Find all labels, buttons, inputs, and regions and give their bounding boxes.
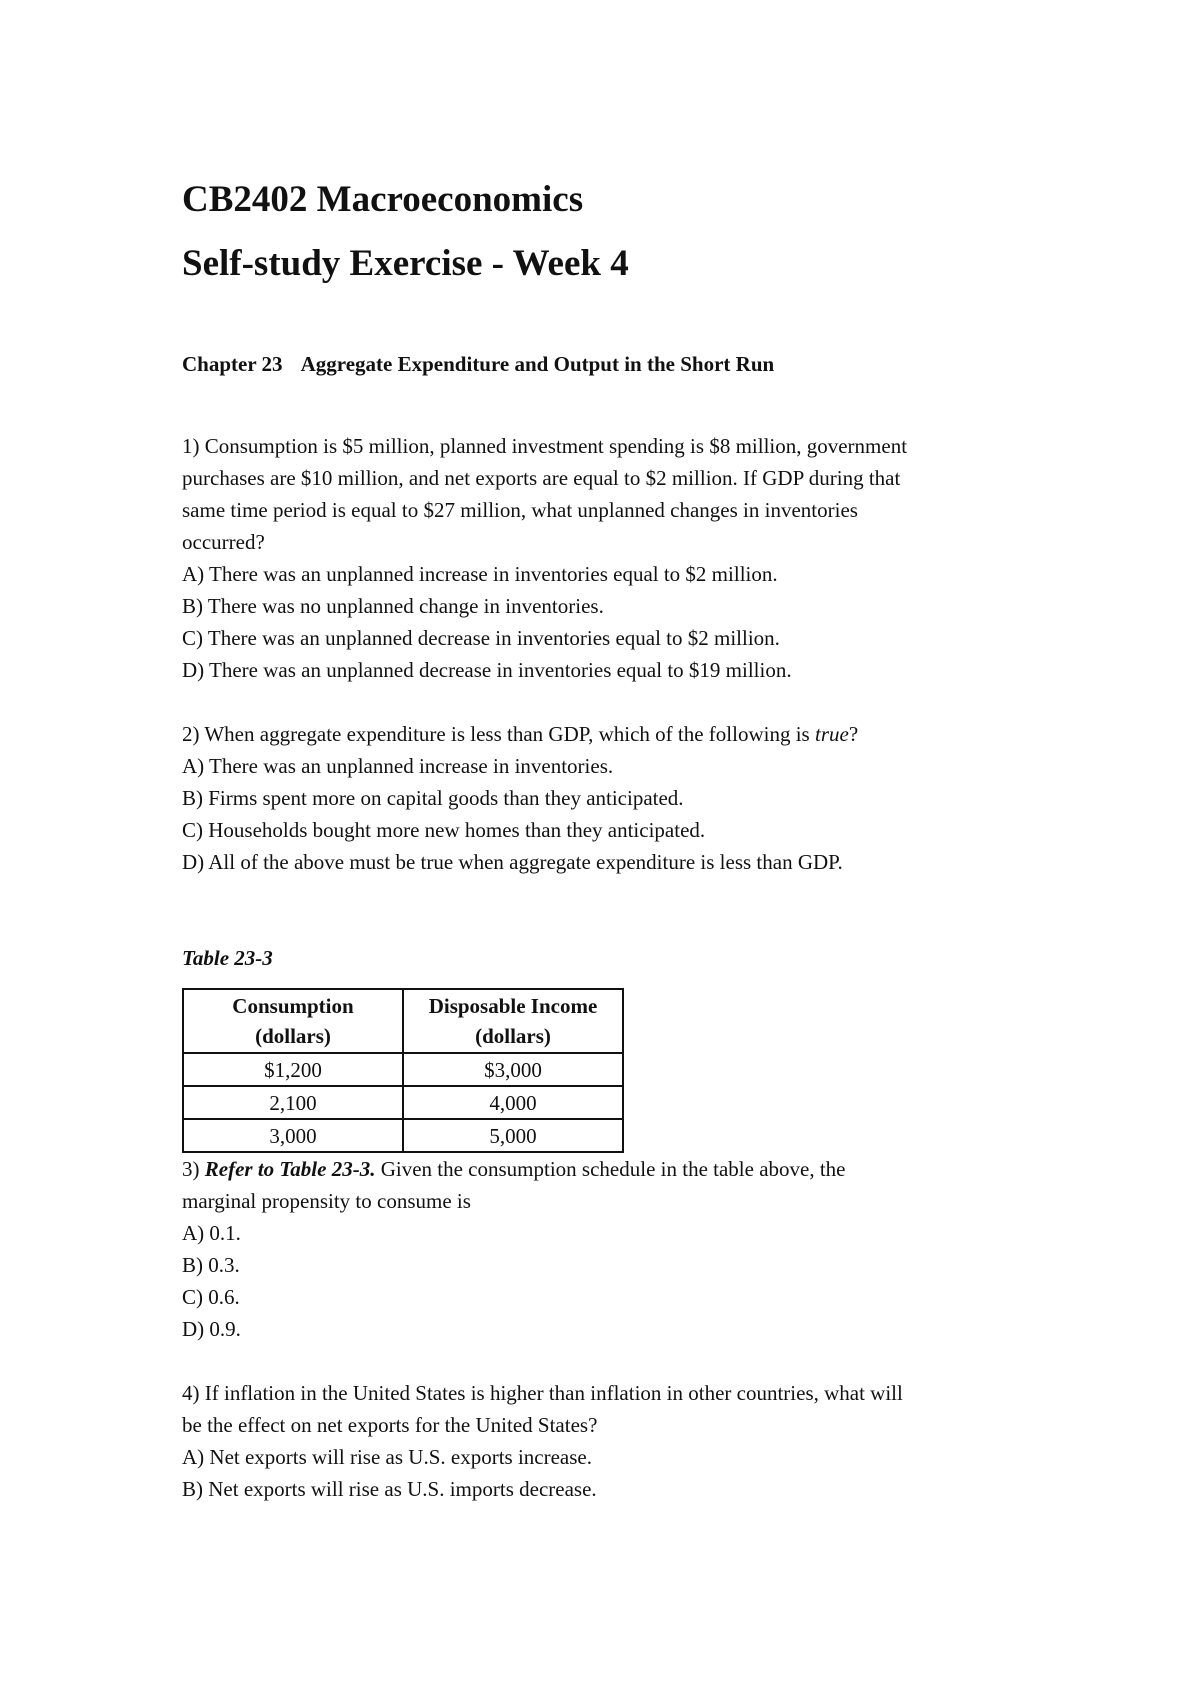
table-cell: 2,100 bbox=[183, 1086, 403, 1119]
table-row bbox=[183, 1119, 623, 1152]
question-4-option-a: A) Net exports will rise as U.S. exports increase. bbox=[182, 1445, 592, 1469]
question-1 bbox=[182, 430, 1062, 686]
question-2-stem bbox=[182, 718, 1062, 750]
question-4-stem-line: be the effect on net exports for the United States? bbox=[182, 1413, 598, 1437]
question-1-option-b: B) There was no unplanned change in inventories. bbox=[182, 594, 604, 618]
question-3 bbox=[182, 1153, 1062, 1345]
table-header-row bbox=[183, 989, 623, 1053]
consumption-table bbox=[182, 988, 624, 1153]
table-cell: $3,000 bbox=[403, 1053, 623, 1086]
question-4-option-b: B) Net exports will rise as U.S. imports decrease. bbox=[182, 1477, 597, 1501]
chapter-number: Chapter 23 bbox=[182, 352, 283, 376]
course-title: CB2402 Macroeconomics bbox=[182, 179, 584, 220]
question-3-stem-rest: Given the consumption schedule in the table above, the bbox=[375, 1157, 846, 1181]
question-3-number: 3) bbox=[182, 1157, 205, 1181]
question-1-option-c: C) There was an unplanned decrease in inventories equal to $2 million. bbox=[182, 626, 780, 650]
question-3-option-c: C) 0.6. bbox=[182, 1285, 240, 1309]
document-content bbox=[182, 168, 1062, 1505]
question-2-stem-suffix: ? bbox=[848, 722, 859, 746]
question-1-stem-line: 1) Consumption is $5 million, planned investment spending is $8 million, government bbox=[182, 434, 908, 458]
question-4-stem-line: 4) If inflation in the United States is higher than inflation in other countries, what will bbox=[182, 1381, 903, 1405]
question-2-option-b: B) Firms spent more on capital goods than they anticipated. bbox=[182, 786, 684, 810]
question-2-stem-italic: true bbox=[814, 722, 849, 746]
question-2-stem-prefix: 2) When aggregate expenditure is less than GDP, which of the following is bbox=[182, 722, 815, 746]
table-caption: Table 23-3 bbox=[182, 946, 273, 970]
question-3-option-d: D) 0.9. bbox=[182, 1317, 241, 1341]
header-unit: (dollars) bbox=[255, 1024, 331, 1048]
question-4 bbox=[182, 1377, 1062, 1505]
table-header-consumption bbox=[183, 989, 403, 1053]
header-unit: (dollars) bbox=[475, 1024, 551, 1048]
table-row bbox=[183, 1086, 623, 1119]
table-cell: 5,000 bbox=[403, 1119, 623, 1152]
exercise-title: Self-study Exercise - Week 4 bbox=[182, 243, 629, 284]
question-1-stem-line: purchases are $10 million, and net exports are equal to $2 million. If GDP during that bbox=[182, 466, 901, 490]
chapter-heading bbox=[182, 348, 1062, 380]
table-row bbox=[183, 1053, 623, 1086]
chapter-name: Aggregate Expenditure and Output in the Short Run bbox=[300, 352, 775, 376]
table-cell: 3,000 bbox=[183, 1119, 403, 1152]
question-3-table-reference: Refer to Table 23-3. bbox=[204, 1157, 376, 1181]
question-1-option-a: A) There was an unplanned increase in inventories equal to $2 million. bbox=[182, 562, 778, 586]
header-label: Consumption bbox=[232, 994, 354, 1018]
table-header-disposable-income bbox=[403, 989, 623, 1053]
question-2-option-c: C) Households bought more new homes than they anticipated. bbox=[182, 818, 706, 842]
question-3-option-b: B) 0.3. bbox=[182, 1253, 240, 1277]
table-cell: $1,200 bbox=[183, 1053, 403, 1086]
question-1-option-d: D) There was an unplanned decrease in inventories equal to $19 million. bbox=[182, 658, 792, 682]
question-2-option-d: D) All of the above must be true when aggregate expenditure is less than GDP. bbox=[182, 850, 843, 874]
question-1-stem-line: occurred? bbox=[182, 530, 265, 554]
table-cell: 4,000 bbox=[403, 1086, 623, 1119]
question-3-stem bbox=[182, 1153, 1062, 1185]
question-2-option-a: A) There was an unplanned increase in inventories. bbox=[182, 754, 614, 778]
question-3-stem-line: marginal propensity to consume is bbox=[182, 1189, 471, 1213]
question-3-option-a: A) 0.1. bbox=[182, 1221, 241, 1245]
question-1-stem-line: same time period is equal to $27 million, what unplanned changes in inventories bbox=[182, 498, 858, 522]
question-2 bbox=[182, 718, 1062, 878]
header-label: Disposable Income bbox=[428, 994, 598, 1018]
